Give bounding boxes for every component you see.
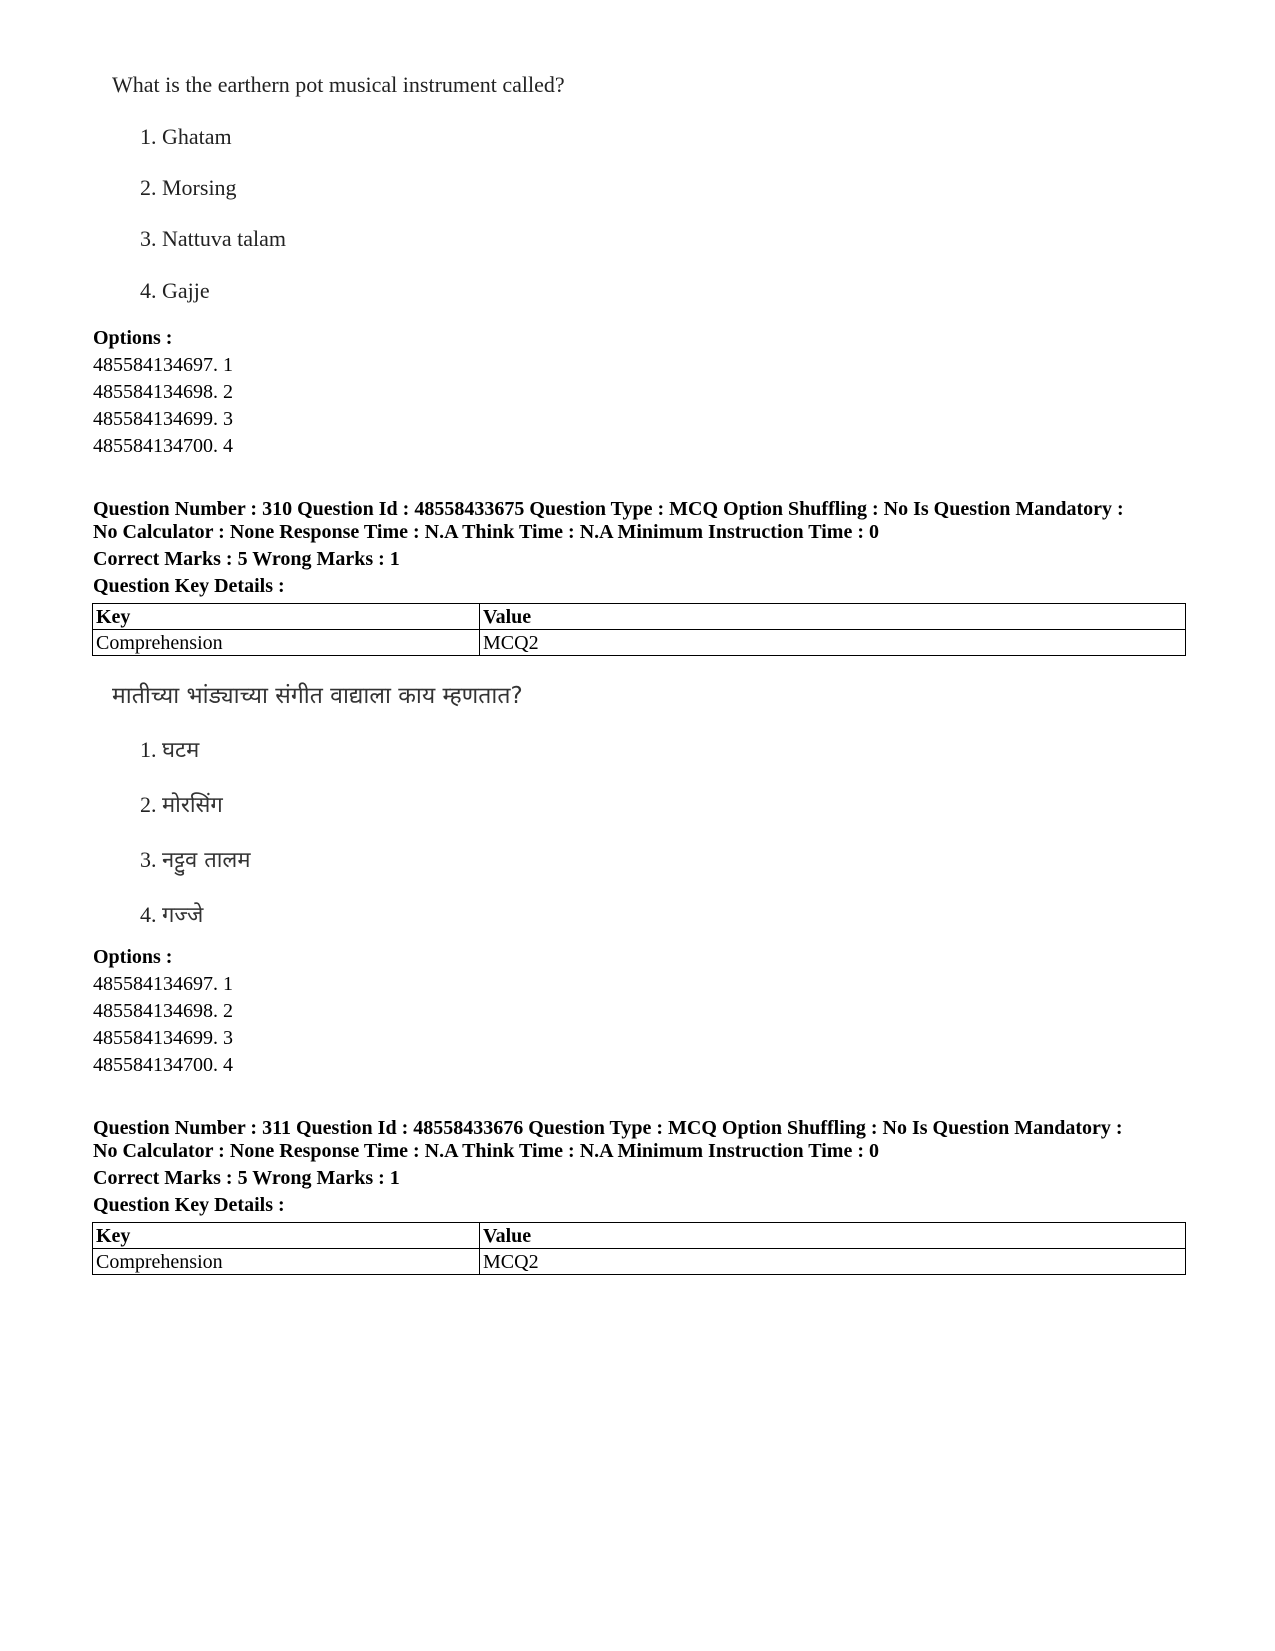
question-text-mr: मातीच्या भांड्याच्या संगीत वाद्याला काय म्हणतात? xyxy=(112,683,523,709)
choice-1-en xyxy=(140,124,232,150)
option-id-1: 485584134697. 1 xyxy=(93,973,233,995)
choice-number: 1. xyxy=(140,124,157,149)
choice-text: मोरसिंग xyxy=(162,793,223,818)
choice-4-en xyxy=(140,278,210,304)
marks-line: Correct Marks : 5 Wrong Marks : 1 xyxy=(93,1167,400,1189)
cell-value: MCQ2 xyxy=(480,1249,1186,1275)
option-id-4: 485584134700. 4 xyxy=(93,435,233,457)
marks-line: Correct Marks : 5 Wrong Marks : 1 xyxy=(93,548,400,570)
options-label: Options : xyxy=(93,946,173,968)
option-id-3: 485584134699. 3 xyxy=(93,408,233,430)
choice-2-mr xyxy=(140,789,223,819)
choice-text: घटम xyxy=(162,738,200,763)
choice-3-en xyxy=(140,226,286,252)
choice-number: 3. xyxy=(140,226,157,251)
choice-1-mr xyxy=(140,734,199,764)
choice-text: Nattuva talam xyxy=(162,226,287,251)
option-id-4: 485584134700. 4 xyxy=(93,1054,233,1076)
question-meta-line1: Question Number : 311 Question Id : 48558433676 Question Type : MCQ Option Shuffling : No Is Question Mandatory : xyxy=(93,1117,1123,1139)
key-details-label: Question Key Details : xyxy=(93,1194,285,1216)
question-meta-line2: No Calculator : None Response Time : N.A Think Time : N.A Minimum Instruction Time : 0 xyxy=(93,1140,879,1162)
choice-text: नट्टुव तालम xyxy=(162,848,251,873)
choice-2-en xyxy=(140,175,237,201)
key-details-table xyxy=(92,603,1186,656)
header-value: Value xyxy=(480,1223,1186,1249)
choice-number: 2. xyxy=(140,175,157,200)
choice-4-mr xyxy=(140,899,203,929)
cell-value: MCQ2 xyxy=(480,630,1186,656)
table-row xyxy=(93,1249,1186,1275)
choice-number: 4. xyxy=(140,278,157,303)
key-details-table xyxy=(92,1222,1186,1275)
table-row xyxy=(93,630,1186,656)
question-text-en: What is the earthern pot musical instrument called? xyxy=(112,72,565,97)
choice-text: Morsing xyxy=(162,175,237,200)
choice-number: 4. xyxy=(140,902,157,927)
option-id-3: 485584134699. 3 xyxy=(93,1027,233,1049)
choice-text: Gajje xyxy=(162,278,210,303)
option-id-1: 485584134697. 1 xyxy=(93,354,233,376)
choice-number: 2. xyxy=(140,792,157,817)
header-value: Value xyxy=(480,604,1186,630)
question-meta-line1: Question Number : 310 Question Id : 48558433675 Question Type : MCQ Option Shuffling : No Is Question Mandatory : xyxy=(93,498,1124,520)
cell-key: Comprehension xyxy=(93,630,480,656)
question-meta-line2: No Calculator : None Response Time : N.A Think Time : N.A Minimum Instruction Time : 0 xyxy=(93,521,879,543)
option-id-2: 485584134698. 2 xyxy=(93,381,233,403)
table-header-row xyxy=(93,604,1186,630)
key-details-label: Question Key Details : xyxy=(93,575,285,597)
choice-number: 3. xyxy=(140,847,157,872)
header-key: Key xyxy=(93,604,480,630)
option-id-2: 485584134698. 2 xyxy=(93,1000,233,1022)
options-label: Options : xyxy=(93,327,173,349)
header-key: Key xyxy=(93,1223,480,1249)
choice-3-mr xyxy=(140,844,251,874)
table-header-row xyxy=(93,1223,1186,1249)
cell-key: Comprehension xyxy=(93,1249,480,1275)
choice-text: Ghatam xyxy=(162,124,232,149)
choice-number: 1. xyxy=(140,737,157,762)
choice-text: गज्जे xyxy=(162,903,204,928)
